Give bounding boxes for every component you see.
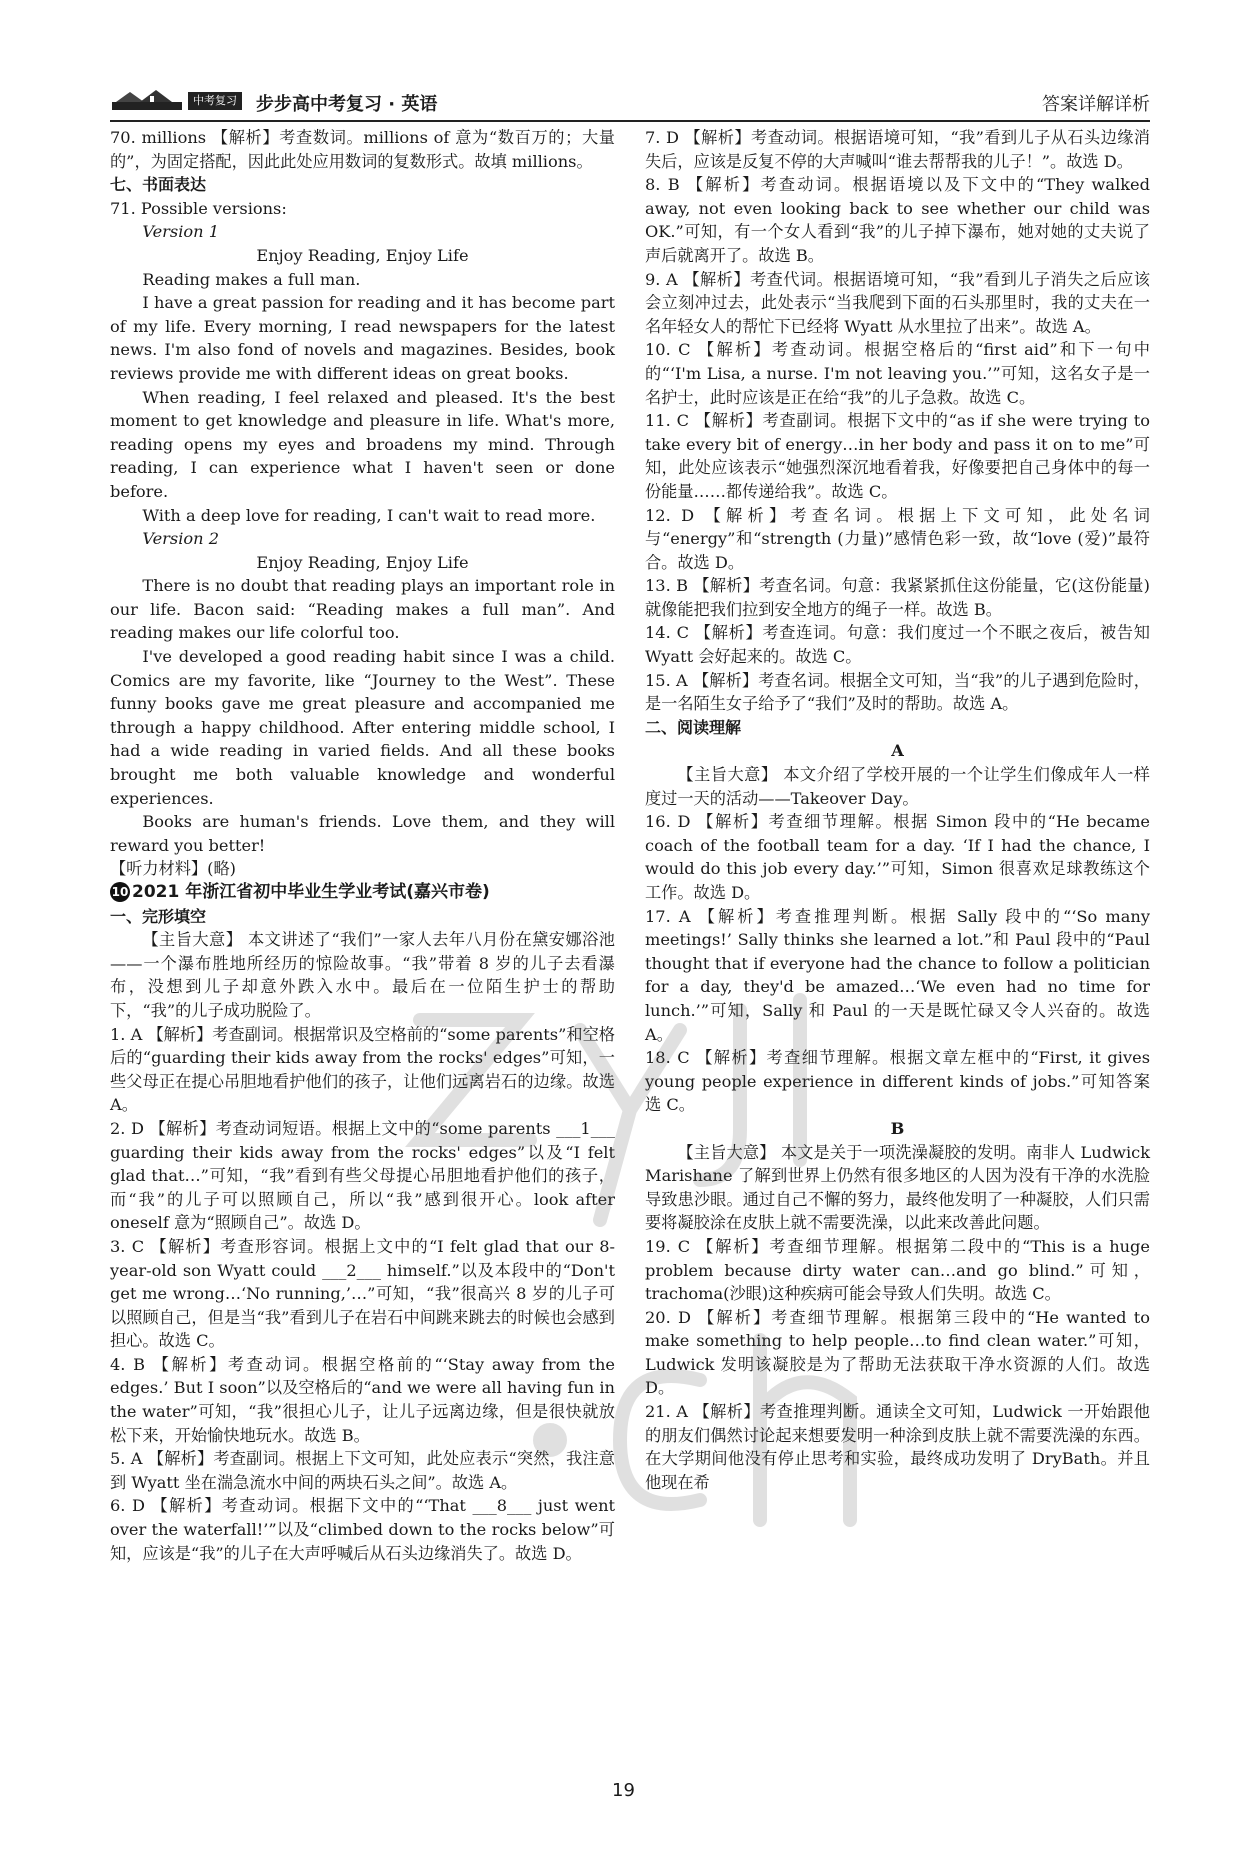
logo-mark-icon (110, 86, 188, 114)
logo-badge: 中考复习 (188, 92, 242, 110)
section-title: 答案详解详析 (1042, 94, 1150, 115)
version-label: Version 1 (142, 222, 220, 242)
paragraph: With a deep love for reading, I can't wait to read more. (142, 505, 596, 525)
left-column (110, 126, 615, 1565)
essay-title: Enjoy Reading, Enjoy Life (256, 552, 469, 572)
paragraph: When reading, I feel relaxed and pleased. It's the best moment to get knowledge and pleasure in life. What's more, reading opens my eyes and broadens my mind. Through reading, I can experience what I haven't seen or done before. (110, 387, 615, 501)
answer-item: 9. A 【解析】考查代词。根据语境可知，“我”看到儿子消失之后应该会立刻冲过去，此处表示“当我爬到下面的石头那里时，我的丈夫在一名年轻女人的帮忙下已经将 Wyatt 从水里拉了出来”。故选 A。 (645, 269, 1150, 336)
answer-item: 71. Possible versions: (110, 198, 287, 218)
section-heading: 一、完形填空 (110, 906, 207, 926)
exam-title-text: 2021 年浙江省初中毕业生学业考试(嘉兴市卷) (132, 882, 490, 902)
paragraph: Reading makes a full man. (142, 269, 361, 289)
section-heading: 七、书面表达 (110, 175, 207, 195)
book-title: 步步高中考复习 · 英语 (256, 94, 438, 115)
exam-number-badge: 10 (110, 882, 130, 902)
answer-item: 5. A 【解析】考查副词。根据上下文可知，此处应表示“突然，我注意到 Wyatt 坐在湍急流水中间的两块石头之间”。故选 A。 (110, 1449, 615, 1492)
passage-label: B (890, 1118, 905, 1138)
answer-item: 2. D 【解析】考查动词短语。根据上文中的“some parents ___1___ guarding their kids away from the rocks' edges”以及“I felt glad that…”可知，“我”看到有些父母提心吊胆地看护他们的孩子，而“我”的儿子可以照顾自己，所以“我”感到很开心。look after oneself 意为“照顾自己”。故选 D。 (110, 1118, 615, 1233)
page-number: 19 (612, 1780, 635, 1801)
answer-item: 12. D 【解析】考查名词。根据上下文可知，此处名词与“energy”和“strength (力量)”感情色彩一致，故“love (爱)”最符合。故选 D。 (645, 505, 1150, 572)
paragraph: There is no doubt that reading plays an important role in our life. Bacon said: “Reading makes a full man”. And reading makes our life colorful too. (110, 576, 615, 643)
page-header (110, 86, 1150, 122)
answer-item: 8. B 【解析】考查动词。根据语境以及下文中的“They walked away, not even looking back to see whether our child was OK.”可知，有一个女人看到“我”的儿子掉下瀑布，她对她的丈夫说了声后就离开了。故选 B。 (645, 175, 1150, 265)
answer-item: 13. B 【解析】考查名词。句意：我紧紧抓住这份能量，它(这份能量)就像能把我们拉到安全地方的绳子一样。故选 B。 (645, 576, 1150, 619)
exam-title (110, 881, 615, 905)
answer-item: 14. C 【解析】考查连词。句意：我们度过一个不眠之夜后，被告知 Wyatt 会好起来的。故选 C。 (645, 623, 1150, 667)
answer-item: 21. A 【解析】考查推理判断。通读全文可知，Ludwick 一开始跟他的朋友们偶然讨论起来想要发明一种涂到皮肤上就不需要洗澡的东西。在大学期间他没有停止思考和实验，最终成功发明了 DryBath。并且他现在希 (645, 1402, 1150, 1492)
passage-label: A (891, 741, 904, 761)
answer-item: 17. A 【解析】考查推理判断。根据 Sally 段中的“‘So many meetings!’ Sally thinks she learned a lot.”和 Paul 段中的“Paul thought that if everyone had the chance to follow a politician for a day, they'd be amazed…‘We even had no time for lunch.’”可知，Sally 和 Paul 的一天是既忙碌又令人兴奋的。故选 A。 (645, 906, 1150, 1044)
right-column (645, 126, 1150, 1494)
answer-item: 19. C 【解析】考查细节理解。根据第二段中的“This is a huge problem because dirty water can…and go blind.”可知，trachoma(沙眼)这种疾病可能会导致人们失明。故选 C。 (645, 1236, 1150, 1304)
answer-item: 20. D 【解析】考查细节理解。根据第三段中的“He wanted to make something to help people…to find clean water.”可知，Ludwick 发明该凝胶是为了帮助无法获取干净水资源的人们。故选 D。 (645, 1307, 1150, 1398)
answer-item: 【听力材料】(略) (110, 859, 236, 879)
answer-item: 4. B 【解析】考查动词。根据空格前的“‘Stay away from the edges.’ But I soon”以及空格后的“and we were all having fun in the water”可知，“我”很担心儿子，让儿子远离边缘，但是很快就放松下来，开始愉快地玩水。故选 B。 (110, 1354, 615, 1445)
answer-item: 1. A 【解析】考查副词。根据常识及空格前的“some parents”和空格后的“guarding their kids away from the rocks' edges”可知，一些父母正在提心吊胆地看护他们的孩子，让他们远离岩石的边缘。故选 A。 (110, 1024, 615, 1115)
answer-item: 18. C 【解析】考查细节理解。根据文章左框中的“First, it gives young people experience in different kinds of jobs.”可知答案选 C。 (645, 1048, 1150, 1115)
answer-item: 11. C 【解析】考查副词。根据下文中的“as if she were trying to take every bit of energy…in her body and pass it on to me”可知，此处应该表示“她强烈深沉地看着我，好像要把自己身体中的每一份能量……都传递给我”。故选 C。 (645, 411, 1150, 501)
answer-item: 7. D 【解析】考查动词。根据语境可知，“我”看到儿子从石头边缘消失后，应该是反复不停的大声喊叫“谁去帮帮我的儿子！”。故选 D。 (645, 128, 1150, 171)
answer-item: 3. C 【解析】考查形容词。根据上文中的“I felt glad that our 8-year-old son Wyatt could ___2___ himself.”以及本段中的“Don't get me wrong…‘No running,’…”可知，“我”很高兴 8 岁的儿子可以照顾自己，但是当“我”看到儿子在岩石中间跳来跳去的时候也会感到担心。故选 C。 (110, 1236, 615, 1351)
paragraph: 【主旨大意】 本文是关于一项洗澡凝胶的发明。南非人 Ludwick Marishane 了解到世界上仍然有很多地区的人因为没有干净的水洗脸导致患沙眼。通过自己不懈的努力，最终他发明了一种凝胶，人们只需要将凝胶涂在皮肤上就不需要洗澡，以此来改善此问题。 (645, 1142, 1150, 1233)
section-heading: 二、阅读理解 (645, 717, 742, 737)
paragraph: Books are human's friends. Love them, and they will reward you better! (110, 812, 615, 855)
answer-item: 6. D 【解析】考查动词。根据下文中的“‘That ___8___ just went over the waterfall!’”以及“climbed down to the rocks below”可知，应该是“我”的儿子在大声呼喊后从石头边缘消失了。故选 D。 (110, 1496, 615, 1563)
answer-item: 70. millions 【解析】考查数词。millions of 意为“数百万的；大量的”，为固定搭配，因此此处应用数词的复数形式。故填 millions。 (110, 128, 615, 171)
paragraph: I have a great passion for reading and it has become part of my life. Every morning, I read newspapers for the latest news. I'm also fond of novels and magazines. Besides, book reviews provide me with different ideas on great books. (110, 293, 615, 383)
book-logo (110, 86, 242, 114)
paragraph: 【主旨大意】 本文介绍了学校开展的一个让学生们像成年人一样度过一天的活动——Takeover Day。 (645, 765, 1150, 808)
version-label: Version 2 (142, 529, 220, 549)
answer-item: 15. A 【解析】考查名词。根据全文可知，当“我”的儿子遇到危险时，是一名陌生女子给予了“我们”及时的帮助。故选 A。 (645, 670, 1150, 714)
paragraph: I've developed a good reading habit since I was a child. Comics are my favorite, like “Journey to the West”. These funny books gave me great pleasure and accompanied me through a happy childhood. After entering middle school, I had a wide reading in varied fields. And all these books brought me both valuable knowledge and wonderful experiences. (110, 647, 615, 808)
answer-item: 16. D 【解析】考查细节理解。根据 Simon 段中的“He became coach of the football team for a day. ‘If I had the chance, I would do this job every day.’”可知，Simon 很喜欢足球教练这个工作。故选 D。 (645, 812, 1150, 902)
answer-item: 10. C 【解析】考查动词。根据空格后的“first aid”和下一句中的“‘I'm Lisa, a nurse. I'm not leaving you.’”可知，这名女子是一名护士，此时应该是正在给“我”的儿子急救。故选 C。 (645, 340, 1150, 407)
paragraph: 【主旨大意】 本文讲述了“我们”一家人去年八月份在黛安娜浴池——一个瀑布胜地所经历的惊险故事。“我”带着 8 岁的儿子去看瀑布，没想到儿子却意外跌入水中。最后在一位陌生护士的帮助下，“我”的儿子成功脱险了。 (110, 930, 615, 1020)
essay-title: Enjoy Reading, Enjoy Life (256, 245, 469, 265)
